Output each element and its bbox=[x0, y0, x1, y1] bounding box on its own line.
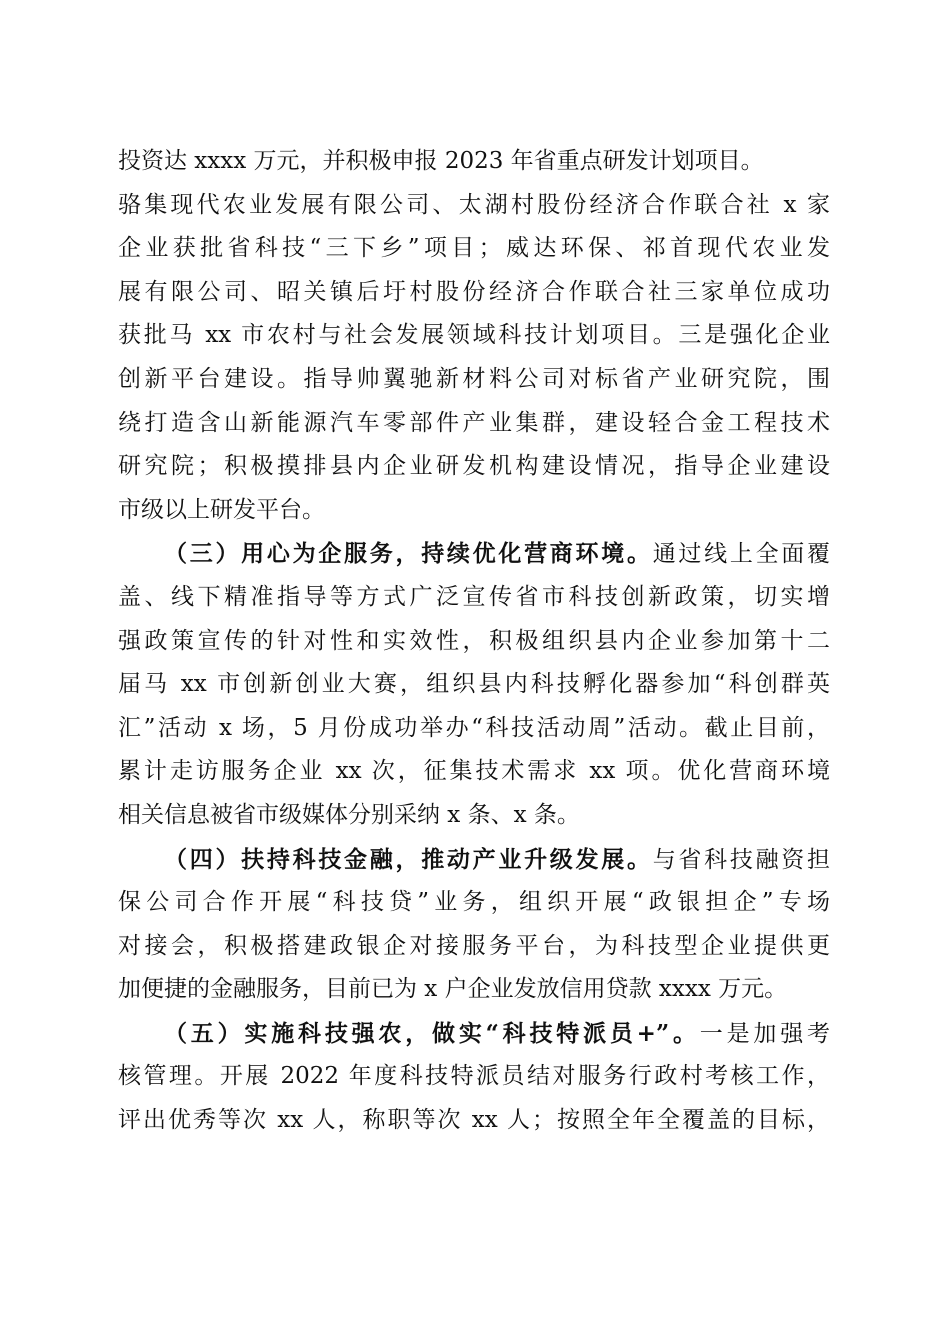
line-text: 企业获批省科技“三下乡”项目；威达环保、祁首现代农业发 bbox=[118, 235, 830, 262]
text-line bbox=[118, 707, 830, 751]
section-heading: （五）实施科技强农，做实“科技特派员+”。 bbox=[164, 1019, 700, 1047]
text-line bbox=[118, 184, 830, 228]
text-line bbox=[118, 750, 830, 794]
text-line bbox=[118, 1055, 830, 1099]
line-text: 骆集现代农业发展有限公司、太湖村股份经济合作联合社 x 家 bbox=[118, 191, 830, 218]
line-text: 展有限公司、昭关镇后圩村股份经济合作联合社三家单位成功 bbox=[118, 278, 830, 305]
line-text: 创新平台建设。指导帅翼驰新材料公司对标省产业研究院，围 bbox=[118, 365, 830, 392]
text-line bbox=[118, 663, 830, 707]
text-line bbox=[118, 576, 830, 620]
line-text: 汇”活动 x 场，5 月份成功举办“科技活动周”活动。截止目前， bbox=[118, 714, 830, 741]
line-text: 保公司合作开展“科技贷”业务，组织开展“政银担企”专场 bbox=[118, 889, 830, 916]
line-text: 获批马 xx 市农村与社会发展领域科技计划项目。三是强化企业 bbox=[118, 322, 830, 349]
line-text: 评出优秀等次 xx 人，称职等次 xx 人；按照全年全覆盖的目标， bbox=[118, 1107, 830, 1134]
line-text: 一是加强考 bbox=[699, 1020, 831, 1047]
text-line bbox=[118, 358, 830, 402]
line-text: 绕打造含山新能源汽车零部件产业集群，建设轻合金工程技术 bbox=[118, 409, 830, 436]
line-text: 与省科技融资担 bbox=[652, 846, 831, 873]
line-text: 通过线上全面覆 bbox=[652, 541, 831, 568]
text-line bbox=[118, 314, 830, 358]
line-text: 盖、线下精准指导等方式广泛宣传省市科技创新政策，切实增 bbox=[118, 583, 830, 610]
line-text: 投资达 xxxx 万元，并积极申报 2023 年省重点研发计划项目。 bbox=[118, 148, 764, 174]
section-heading: （四）扶持科技金融，推动产业升级发展。 bbox=[164, 845, 653, 873]
line-text: 对接会，积极搭建政银企对接服务平台，为科技型企业提供更 bbox=[118, 932, 830, 959]
section-heading: （三）用心为企服务，持续优化营商环境。 bbox=[164, 540, 653, 568]
line-text: 研究院；积极摸排县内企业研发机构建设情况，指导企业建设 bbox=[118, 453, 830, 480]
text-line bbox=[118, 227, 830, 271]
text-line bbox=[118, 140, 830, 184]
text-line bbox=[118, 1099, 830, 1143]
text-line bbox=[118, 968, 830, 1012]
text-line bbox=[118, 881, 830, 925]
text-line bbox=[118, 271, 830, 315]
text-line bbox=[118, 445, 830, 489]
text-line bbox=[118, 489, 830, 533]
line-text: 加便捷的金融服务，目前已为 x 户企业发放信用贷款 xxxx 万元。 bbox=[118, 976, 788, 1003]
line-text: 相关信息被省市级媒体分别采纳 x 条、x 条。 bbox=[118, 801, 580, 828]
text-line bbox=[118, 532, 830, 576]
document-body bbox=[118, 140, 830, 1143]
text-line bbox=[118, 1012, 830, 1056]
text-line bbox=[118, 794, 830, 838]
text-line bbox=[118, 925, 830, 969]
text-line bbox=[118, 838, 830, 882]
line-text: 届马 xx 市创新创业大赛，组织县内科技孵化器参加“科创群英 bbox=[118, 671, 830, 698]
text-line bbox=[118, 402, 830, 446]
line-text: 核管理。开展 2022 年度科技特派员结对服务行政村考核工作， bbox=[118, 1063, 830, 1090]
line-text: 强政策宣传的针对性和实效性，积极组织县内企业参加第十二 bbox=[118, 627, 830, 654]
line-text: 累计走访服务企业 xx 次，征集技术需求 xx 项。优化营商环境 bbox=[118, 758, 830, 785]
text-line bbox=[118, 620, 830, 664]
line-text: 市级以上研发平台。 bbox=[118, 496, 325, 523]
